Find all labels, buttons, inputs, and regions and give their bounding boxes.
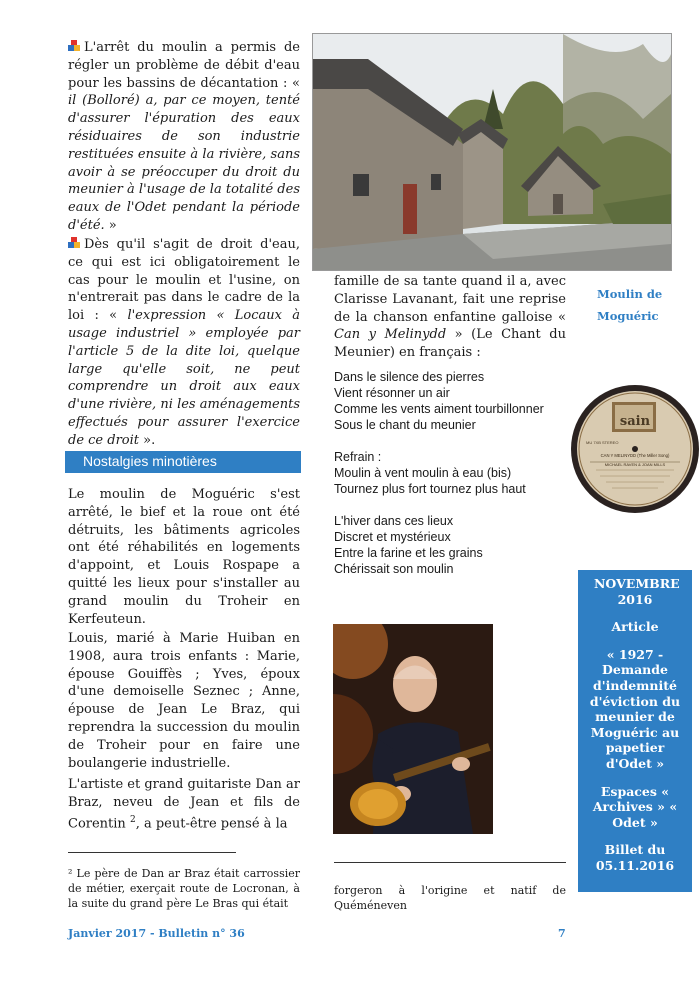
paragraph-2-close: ». — [139, 432, 156, 448]
paragraph-4: Louis, marié à Marie Huiban en 1908, aura trois enfants : Marie, épouse Gouiffès ; Yves, époux d'une demoiselle Seznec ; Anne, épouse de Jean Le Braz, qui reprendra la succession du moulin de Troheir pour en faire une boulangerie industrielle. — [68, 631, 300, 771]
record-artists: MICHAEL RAVEN & JOAN MILLS — [604, 462, 666, 467]
paragraph-1-quote: il (Bolloré) a, par ce moyen, tenté d'assurer l'épuration des eaux résiduaires de son industrie restituées ensuite à la rivière, sans avoir à se préoccuper du droit du meunier à l'usage de la totalité des eaux de l'Odet pendant la période d'été. — [68, 93, 300, 233]
sidebar-article-title[interactable]: « 1927 - Demande d'indemnité d'éviction du meunier de Moguéric au papetier d'Odet » — [589, 646, 681, 771]
footnote-ref[interactable]: 2 — [129, 814, 136, 825]
paragraph-2 — [68, 236, 300, 450]
lyric-line: Refrain : — [334, 450, 382, 464]
paragraph-1 — [68, 39, 300, 235]
lyric-line: Moulin à vent moulin à eau (bis) — [334, 466, 512, 480]
record-catalog: MU 7XB STEREO — [586, 440, 619, 445]
paragraph-2-quote: l'expression « Locaux à usage industriel » employée par l'article 5 de la dite loi, quelque large qu'elle soit, ne peut comprendre un droit aux eaux d'une rivière, ni les aménagements effectués pour assurer l'exercice de ce droit — [68, 308, 301, 448]
footnote-2: ² Le père de Dan ar Braz était carrossier de métier, exerçait route de Locronan, à la suite du grand père Le Bras qui était — [68, 867, 300, 910]
paragraph-5-end: , a peut-être pensé à la — [135, 815, 288, 831]
record-brand: sain — [619, 414, 651, 429]
footer-page-number — [558, 927, 566, 940]
lyric-line: Discret et mystérieux — [334, 530, 451, 544]
guitarist-photo — [333, 624, 493, 834]
lyric-line: Comme les vents aiment tourbillonner — [334, 402, 544, 416]
lyric-line: Tournez plus fort tournez plus haut — [334, 482, 526, 496]
record-title: CAN Y MELINYDD (The Miller Song) — [600, 453, 670, 458]
record-illustration — [560, 384, 700, 514]
photo-caption-text: Moulin de Moguéric — [597, 287, 663, 323]
footnote-divider-right — [334, 862, 566, 863]
lyrics-block — [334, 369, 574, 577]
guitarist-illustration — [333, 624, 493, 834]
record-label-photo — [560, 384, 700, 514]
paragraph-5-text: L'artiste et grand guitariste Dan ar Braz, neveu de Jean et fils de Corentin — [68, 777, 301, 831]
paragraph-2-intro: Dès qu'il s'agit de droit d'eau, ce qui est ici obligatoirement le cas pour le moulin et l'usine, on n'entrerait pas dans le cadre de la loi : « — [68, 237, 300, 324]
lyric-line — [334, 497, 574, 513]
footer-bulletin-text: Janvier 2017 - Bulletin n° 36 — [68, 927, 245, 940]
sidebar-type: Article — [611, 619, 659, 635]
diamond-bullet-icon — [68, 237, 80, 249]
paragraph-1-close: » — [104, 217, 117, 233]
sidebar-spaces[interactable]: Espaces « Archives » « Odet » — [592, 783, 678, 830]
footer-bulletin — [68, 927, 245, 940]
lyric-line: Chérissait son moulin — [334, 562, 454, 576]
song-paragraph-start: famille de sa tante quand il a, avec Clarisse Lavanant, fait une reprise de la chanson enfantine galloise « — [334, 274, 566, 325]
lyric-line: Entre la farine et les grains — [334, 546, 483, 560]
section-heading-bar — [65, 451, 301, 473]
sidebar-billet: Billet du 05.11.2016 — [595, 842, 675, 873]
diamond-bullet-icon — [68, 40, 80, 52]
photo-caption — [597, 283, 692, 327]
footnote-2-continued: forgeron à l'origine et natif de Quéméneven — [334, 884, 566, 912]
footnote-divider-left — [68, 852, 236, 853]
related-article-sidebar[interactable] — [578, 570, 692, 892]
lyric-line: Sous le chant du meunier — [334, 418, 476, 432]
song-paragraph — [334, 273, 566, 362]
lyric-line — [334, 433, 574, 449]
lyric-line: L'hiver dans ces lieux — [334, 514, 454, 528]
page-number: 7 — [558, 927, 566, 940]
paragraph-3: Le moulin de Moguéric s'est arrêté, le bief et la roue ont été détruits, les bâtiments agricoles ont été réhabilités en logements d'appoint, et Louis Rospape a quitté les lieux pour s'installer au grand moulin du Troheir en Kerfeuteun. — [68, 487, 300, 627]
lyric-line: Dans le silence des pierres — [334, 370, 485, 384]
mill-photo-illustration — [313, 34, 671, 270]
paragraph-1-intro: L'arrêt du moulin a permis de régler un problème de débit d'eau pour les bassins de décantation : « — [68, 40, 300, 91]
paragraph-5 — [68, 776, 300, 833]
song-title: Can y Melinydd — [334, 327, 447, 343]
section-heading: Nostalgies minotières — [83, 453, 217, 469]
mill-photo — [312, 33, 672, 271]
lyric-line: Vient résonner un air — [334, 386, 450, 400]
sidebar-date: NOVEMBRE 2016 — [594, 576, 680, 607]
song-paragraph-end: » (Le Chant du Meunier) en français : — [334, 327, 566, 361]
